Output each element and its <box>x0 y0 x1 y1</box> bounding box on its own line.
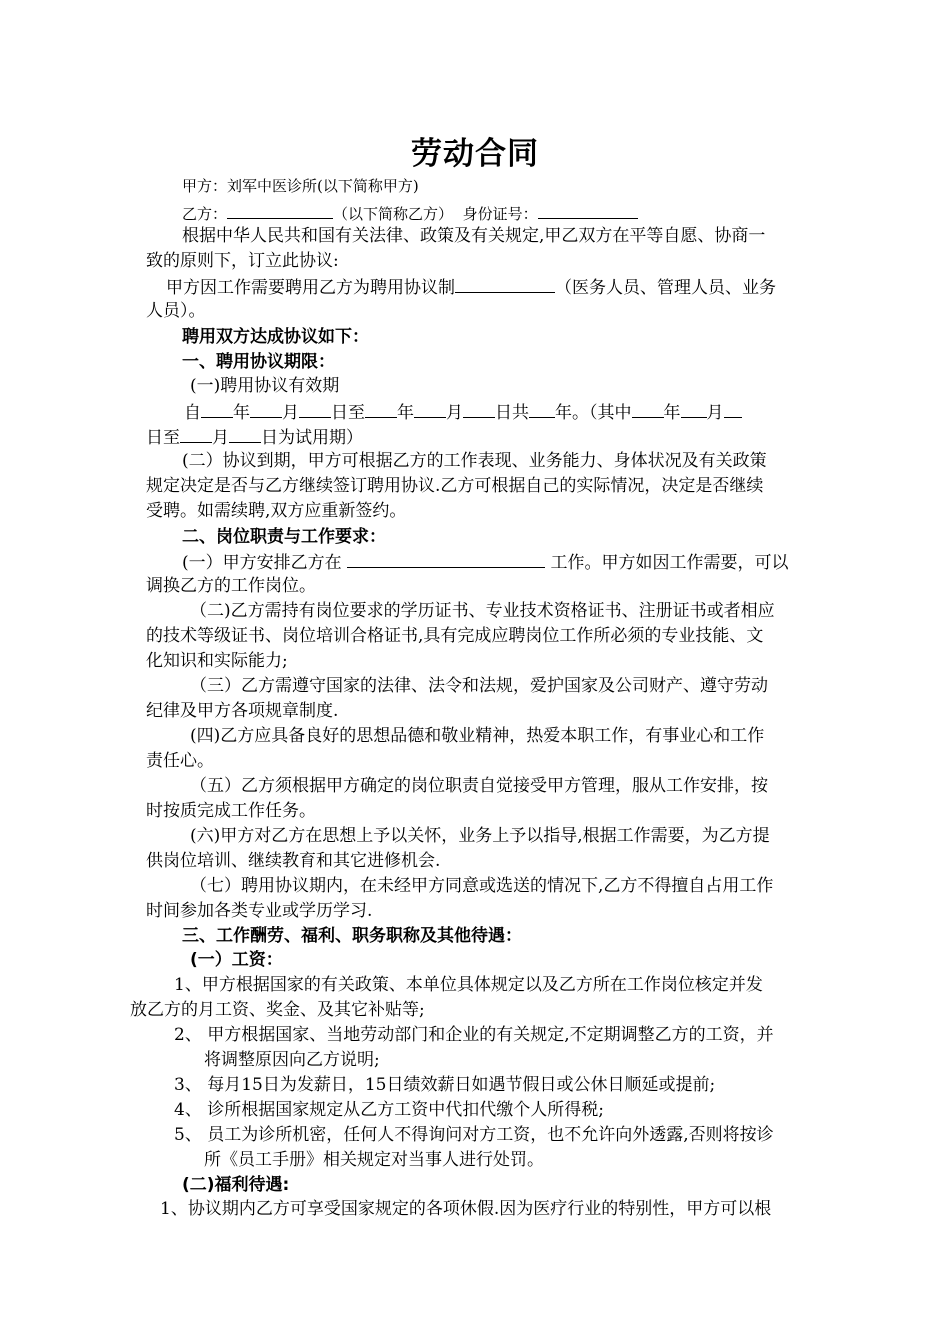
s2-p1-text-b: 工作。甲方如因工作需要，可以 <box>550 553 789 573</box>
salary-item-4: 4、 诊所根据国家规定从乙方工资中代扣代缴个人所得税; <box>174 1100 604 1120</box>
hire-line-2: 人员）。 <box>146 301 206 321</box>
document-title: 劳动合同 <box>411 136 539 172</box>
day-to-label: 日至 <box>146 428 180 448</box>
term-from-label: 自 <box>184 403 201 423</box>
s1-p2-line-1: (二）协议到期，甲方可根据乙方的工作表现、业务能力、身体状况及有关政策 <box>182 451 767 471</box>
start-month-blank[interactable] <box>250 399 282 418</box>
preamble-line-1: 根据中华人民共和国有关法律、政策及有关规定,甲乙双方在平等自愿、协商一 <box>182 226 766 246</box>
s2-p4-line-1: (四)乙方应具备良好的思想品德和敬业精神，热爱本职工作，有事业心和工作 <box>190 726 765 746</box>
s2-p6-line-2: 供岗位培训、继续教育和其它进修机会. <box>146 851 441 871</box>
s2-p2-line-2: 的技术等级证书、岗位培训合格证书,具有完成应聘岗位工作所必须的专业技能、文 <box>146 626 764 646</box>
section-2-heading: 二、岗位职责与工作要求： <box>182 527 386 547</box>
month-label: 月 <box>706 403 724 423</box>
s1-p2-line-3: 受聘。如需续聘,双方应重新签约。 <box>146 501 407 521</box>
party-b-note: （以下简称乙方） <box>333 205 454 223</box>
s1-p1: (一)聘用协议有效期 <box>190 376 340 396</box>
s2-p7-line-1: （七）聘用协议期内，在未经甲方同意或选送的情况下,乙方不得擅自占用工作 <box>190 876 774 896</box>
day-to-label: 日至 <box>331 403 365 423</box>
hire-position-blank[interactable] <box>455 274 555 293</box>
end-year-blank[interactable] <box>365 399 397 418</box>
term-dates-line-1 <box>184 399 742 425</box>
section-1-heading: 一、聘用协议期限： <box>182 352 335 372</box>
year-label: 年 <box>233 403 250 423</box>
salary-item-1-line-1: 1、甲方根据国家的有关政策、本单位具体规定以及乙方所在工作岗位核定并发 <box>174 975 763 995</box>
party-a-line: 甲方：刘军中医诊所(以下简称甲方) <box>182 177 419 195</box>
probation-end-month-pre-blank[interactable] <box>180 424 212 443</box>
end-day-blank[interactable] <box>463 399 495 418</box>
s2-p1-line-2: 调换乙方的工作岗位。 <box>146 576 316 596</box>
s3-sub2-heading: (二)福利待遇: <box>182 1175 290 1195</box>
s1-p2-line-2: 规定决定是否与乙方继续签订聘用协议.乙方可根据自己的实际情况，决定是否继续 <box>146 476 764 496</box>
salary-item-3: 3、 每月15日为发薪日，15日绩效薪日如遇节假日或公休日顺延或提前; <box>174 1075 716 1095</box>
probation-year-blank[interactable] <box>632 399 664 418</box>
month-label: 月 <box>446 403 463 423</box>
section-3-heading: 三、工作酬劳、福利、职务职称及其他待遇： <box>182 926 522 946</box>
salary-item-5-line-2: 所《员工手册》相关规定对当事人进行处罚。 <box>204 1150 544 1170</box>
s2-p2-line-3: 化知识和实际能力; <box>146 651 288 671</box>
start-year-blank[interactable] <box>201 399 233 418</box>
probation-end-day-blank[interactable] <box>229 424 261 443</box>
probation-day-blank[interactable] <box>724 399 742 418</box>
s2-p2-line-1: （二)乙方需持有岗位要求的学历证书、专业技术资格证书、注册证书或者相应 <box>190 601 775 621</box>
probation-label: 日为试用期） <box>261 428 363 448</box>
party-b-name-blank[interactable] <box>227 200 333 219</box>
salary-item-2-line-1: 2、 甲方根据国家、当地劳动部门和企业的有关规定,不定期调整乙方的工资，并 <box>174 1025 774 1045</box>
s3-sub1-heading: (一）工资： <box>190 950 283 970</box>
party-b-line <box>182 200 638 226</box>
s2-p1-line-1 <box>182 549 788 575</box>
s2-p6-line-1: (六)甲方对乙方在思想上予以关怀，业务上予以指导,根据工作需要，为乙方提 <box>190 826 770 846</box>
hire-line-1 <box>166 274 776 300</box>
s2-p3-line-1: （三）乙方需遵守国家的法律、法令和法规，爱护国家及公司财产、遵守劳动 <box>190 676 768 696</box>
salary-item-1-line-2: 放乙方的月工资、奖金、及其它补贴等; <box>130 1000 425 1020</box>
month-label: 月 <box>212 428 229 448</box>
salary-item-5-line-1: 5、 员工为诊所机密，任何人不得询问对方工资，也不允许向外透露,否则将按诊 <box>174 1125 774 1145</box>
welfare-item-1-line-1: 1、协议期内乙方可享受国家规定的各项休假.因为医疗行业的特别性，甲方可以根 <box>160 1199 772 1219</box>
term-dates-line-2 <box>146 424 363 450</box>
s2-p1-text-a: (一）甲方安排乙方在 <box>182 553 342 573</box>
id-number-blank[interactable] <box>538 200 638 219</box>
party-b-label: 乙方： <box>182 205 228 223</box>
s2-p7-line-2: 时间参加各类专业或学历学习. <box>146 901 373 921</box>
start-day-blank[interactable] <box>299 399 331 418</box>
salary-item-2-line-2: 将调整原因向乙方说明; <box>204 1050 380 1070</box>
s2-p4-line-2: 责任心。 <box>146 751 214 771</box>
day-total-label: 日共 <box>495 403 529 423</box>
work-post-blank[interactable] <box>347 549 545 568</box>
year-of-which-label: 年。（其中 <box>555 403 632 423</box>
year-label: 年 <box>397 403 414 423</box>
probation-month-blank[interactable] <box>681 399 707 418</box>
s2-p5-line-1: （五）乙方须根据甲方确定的岗位职责自觉接受甲方管理，服从工作安排，按 <box>190 776 768 796</box>
end-month-blank[interactable] <box>414 399 446 418</box>
s2-p5-line-2: 时按质完成工作任务。 <box>146 801 316 821</box>
year-label: 年 <box>663 403 681 423</box>
agreement-intro: 聘用双方达成协议如下： <box>182 327 369 347</box>
hire-text-b: （医务人员、管理人员、业务 <box>555 278 776 298</box>
id-number-label: 身份证号： <box>462 205 538 223</box>
total-years-blank[interactable] <box>529 399 555 418</box>
preamble-line-2: 致的原则下，订立此协议: <box>146 251 339 271</box>
s2-p3-line-2: 纪律及甲方各项规章制度. <box>146 701 339 721</box>
month-label: 月 <box>282 403 299 423</box>
hire-text-a: 甲方因工作需要聘用乙方为聘用协议制 <box>166 278 455 298</box>
